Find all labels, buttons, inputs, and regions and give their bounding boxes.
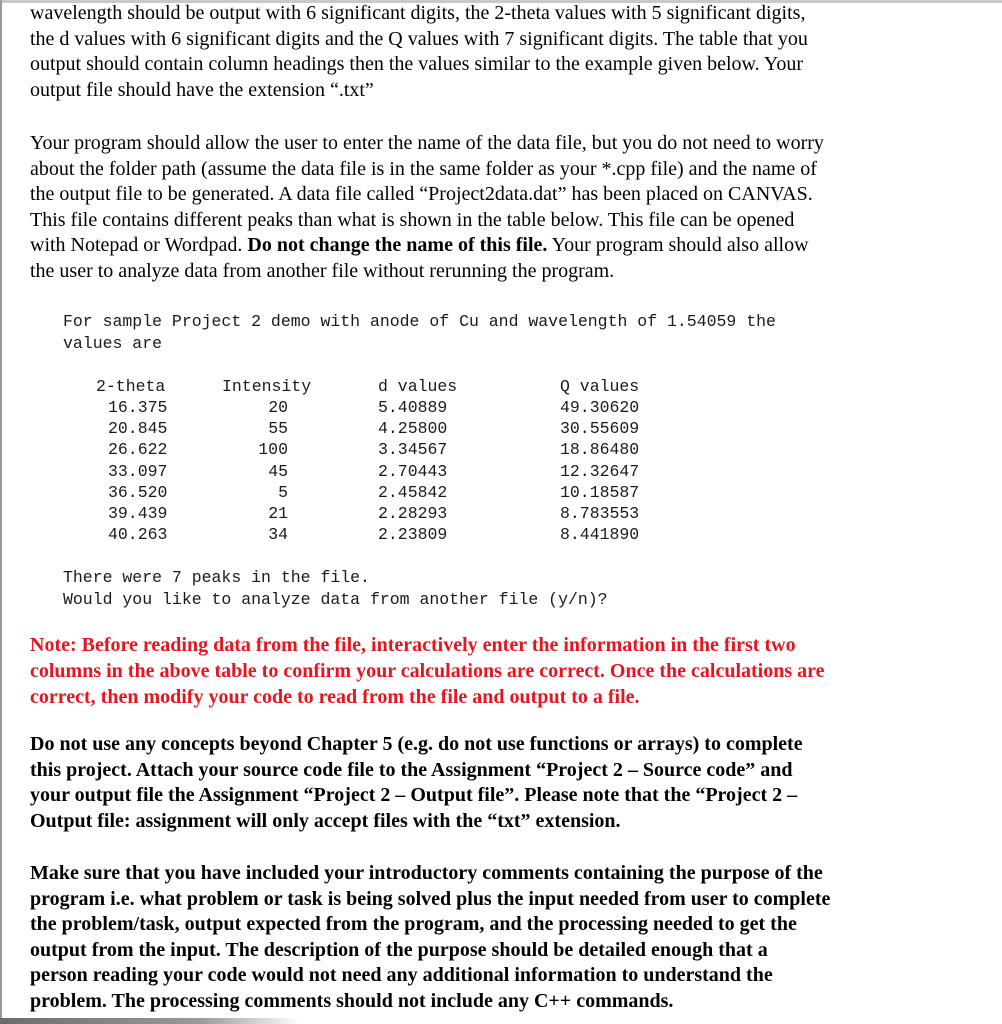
- q-value-cell: 30.55609: [560, 419, 640, 438]
- program-input-paragraph: [30, 131, 970, 285]
- two-theta-cell: 33.097: [108, 462, 168, 481]
- paragraph-line: wavelength should be output with 6 significant digits, the 2-theta values with 5 significant digits,: [30, 2, 806, 24]
- column-header-d-values: d values: [378, 377, 458, 396]
- intensity-cell: 21: [268, 504, 288, 523]
- two-theta-cell: 16.375: [108, 398, 168, 417]
- paragraph-line: output should contain column headings then the values similar to the example given below. Your: [30, 53, 804, 76]
- sample-output-footer: There were 7 peaks in the file. Would you like to analyze data from another file (y/n)?: [63, 568, 608, 609]
- d-value-cell: 2.28293: [378, 504, 448, 523]
- d-value-cell: 2.23809: [378, 525, 448, 544]
- intensity-cell: 55: [268, 419, 288, 438]
- restrictions-paragraph: Do not use any concepts beyond Chapter 5 (e.g. do not use functions or arrays) to complete this project. Attach your source code file to the Assignment “Project 2 – Source code” and your output file the Assignment “Project 2 – Output file”. Please note that the “Project 2 – Output file: assignment will only accept files with the “txt” extension.: [30, 733, 803, 832]
- two-theta-cell: 39.439: [108, 504, 168, 523]
- d-value-cell: 5.40889: [378, 398, 448, 417]
- q-value-cell: 8.441890: [560, 525, 640, 544]
- bottom-edge-strip: [0, 1018, 1002, 1024]
- two-theta-cell: 20.845: [108, 419, 168, 438]
- d-value-cell: 2.70443: [378, 462, 448, 481]
- two-theta-cell: 36.520: [108, 483, 168, 502]
- column-header-q-values: Q values: [560, 377, 640, 396]
- d-value-cell: 4.25800: [378, 419, 448, 438]
- two-theta-cell: 26.622: [108, 440, 168, 459]
- intensity-cell: 34: [268, 525, 288, 544]
- note-paragraph: Note: Before reading data from the file, interactively enter the information in the first two columns in the above table to confirm your calculations are correct. Once the calculations are correct, then modify your code to read from the file and output to a file.: [30, 634, 825, 708]
- paragraph-text: Your program should allow the user to enter the name of the data file, but you do not need to worry about the folder path (assume the data file is in the same folder as your *.cpp file) and the name of the output file to be generated. A data file called “Project2data.dat” has been placed on CANVAS. This file contains different peaks than what is shown in the table below. This file can be opened with Notepad or Wordpad.: [30, 132, 824, 257]
- output-format-paragraph: [30, 1, 970, 103]
- q-value-cell: 49.30620: [560, 398, 640, 417]
- two-theta-cell: 40.263: [108, 525, 168, 544]
- q-value-cell: 18.86480: [560, 440, 640, 459]
- paragraph-text: Your program should also allow the user to analyze data from another file without rerunning the program.: [30, 234, 809, 282]
- comments-paragraph: Make sure that you have included your introductory comments containing the purpose of the program i.e. what problem or task is being solved plus the input needed from user to complete the problem/task, output expected from the program, and the processing needed to get the output from the input. The description of the purpose should be detailed enough that a person reading your code would not need any additional information to understand the problem. The processing comments should not include any C++ commands.: [30, 862, 831, 1012]
- intensity-cell: 45: [268, 462, 288, 481]
- column-header-2theta: 2-theta: [96, 377, 166, 396]
- q-value-cell: 8.783553: [560, 504, 640, 523]
- intensity-cell: 5: [278, 483, 288, 502]
- d-value-cell: 2.45842: [378, 483, 448, 502]
- intensity-cell: 20: [268, 398, 288, 417]
- d-value-cell: 3.34567: [378, 440, 448, 459]
- q-value-cell: 10.18587: [560, 483, 640, 502]
- intensity-cell: 100: [258, 440, 288, 459]
- emphasis-text: Do not change the name of this file.: [247, 234, 548, 257]
- q-value-cell: 12.32647: [560, 462, 640, 481]
- paragraph-line: output file should have the extension “.txt”: [30, 78, 374, 101]
- left-border: [0, 0, 2, 1024]
- paragraph-line: the d values with 6 significant digits and the Q values with 7 significant digits. The table that you: [30, 27, 808, 50]
- sample-intro: For sample Project 2 demo with anode of Cu and wavelength of 1.54059 the values are: [63, 312, 776, 353]
- column-header-intensity: Intensity: [222, 377, 312, 396]
